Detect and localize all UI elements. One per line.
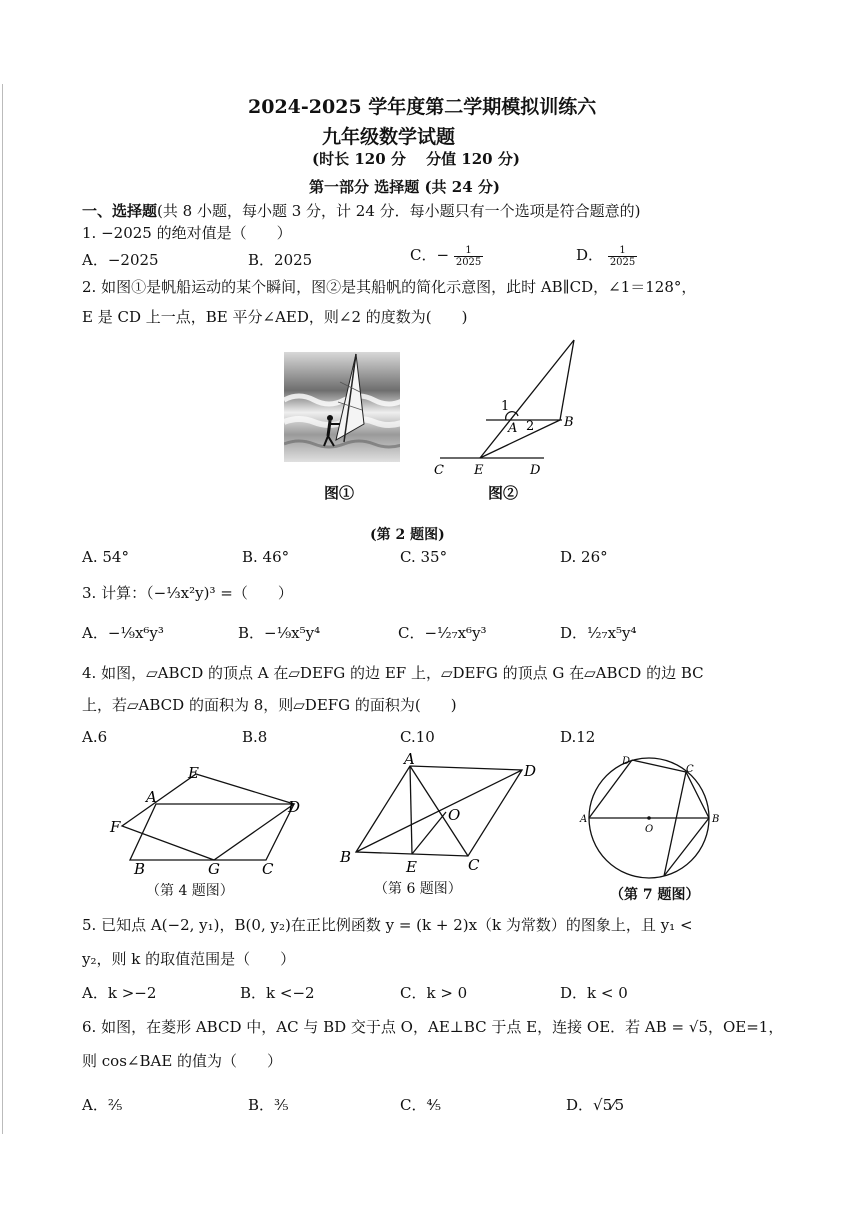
page-edge-line	[2, 84, 3, 1134]
q4-option-a: A.6	[82, 728, 108, 746]
q6-option-d: D．√5⁄5	[566, 1096, 625, 1114]
section-title: 一、选择题	[82, 202, 158, 220]
q6-rhombus-figure	[336, 752, 542, 876]
fig4-caption: （第 4 题图）	[146, 883, 234, 899]
q6-option-a: A．⅖	[82, 1096, 123, 1114]
q2-stem-line2: E 是 CD 上一点，BE 平分∠AED，则∠2 的度数为( )	[82, 308, 468, 326]
q3-option-c: C．−¹⁄₂₇x⁶y³	[398, 624, 487, 642]
q4-stem-line1: 4. 如图，▱ABCD 的顶点 A 在▱DEFG 的边 EF 上，▱DEFG 的顶点 G 在▱ABCD 的边 BC	[82, 664, 704, 682]
fig7-center-dot	[647, 816, 651, 820]
q5-option-b: B．k <−2	[240, 984, 315, 1002]
q6-option-c: C．⅘	[400, 1096, 442, 1114]
q2-option-d: D. 26°	[560, 548, 608, 566]
fig2-label-b: B	[564, 415, 574, 430]
fig4-label-c: C	[262, 860, 274, 878]
fig7-caption: （第 7 题图）	[610, 887, 700, 903]
q7-circle-figure	[578, 752, 728, 884]
fig2-label-d: D	[530, 463, 541, 478]
section-instructions: (共 8 小题，每小题 3 分，计 24 分．每小题只有一个选项是符合题意的)	[157, 202, 641, 220]
q1-option-d-fraction: $\frac{1}{2025}$	[609, 244, 636, 268]
q3-option-a: A．−⅑x⁶y³	[82, 624, 164, 642]
fig7-label-d: D	[622, 756, 631, 767]
fig7-label-c: C	[686, 764, 694, 775]
q5-option-c: C．k > 0	[400, 984, 468, 1002]
q6-option-b: B．⅗	[248, 1096, 289, 1114]
fig2-label-a: A	[508, 421, 518, 436]
fig4-label-e: E	[188, 764, 199, 782]
exam-subtitle: 九年级数学试题	[322, 126, 456, 148]
q1-stem: 1. −2025 的绝对值是（ ）	[82, 224, 292, 242]
q5-option-a: A．k >−2	[82, 984, 157, 1002]
fig2-label-1: 1	[501, 399, 510, 414]
section-heading	[82, 200, 641, 221]
fig2-label-c: C	[434, 463, 444, 478]
exam-meta: (时长 120 分 分值 120 分)	[312, 150, 520, 168]
fig1-caption: 图①	[324, 484, 355, 502]
q3-stem: 3. 计算：（−⅓x²y)³ =（ ）	[82, 584, 293, 602]
q4-stem-line2: 上，若▱ABCD 的面积为 8，则▱DEFG 的面积为( )	[82, 696, 457, 714]
q6-stem-line1: 6. 如图，在菱形 ABCD 中，AC 与 BD 交于点 O，AE⊥BC 于点 E，连接 OE．若 AB = √5，OE=1，	[82, 1018, 784, 1036]
fig4-label-a: A	[146, 788, 157, 806]
fig6-label-a: A	[404, 752, 415, 768]
q1-option-c	[410, 244, 483, 268]
fig7-label-b: B	[712, 814, 720, 825]
fig4-label-b: B	[134, 860, 146, 878]
fig6-label-d: D	[524, 762, 537, 780]
q1-option-a: A．−2025	[82, 251, 159, 269]
fig6-label-o: O	[448, 806, 461, 824]
q1-option-b: B．2025	[248, 251, 313, 269]
fig7-label-a: A	[580, 814, 588, 825]
q2-option-b: B. 46°	[242, 548, 290, 566]
fig4-label-f: F	[110, 818, 121, 836]
q2-stem-line1: 2. 如图①是帆船运动的某个瞬间，图②是其船帆的简化示意图，此时 AB∥CD，∠1＝128°，	[82, 278, 697, 296]
q5-stem-line1: 5. 已知点 A(−2, y₁)，B(0, y₂)在正比例函数 y = (k + 2)x（k 为常数）的图象上，且 y₁ <	[82, 916, 693, 934]
fig4-label-g: G	[208, 860, 220, 878]
fig4-label-d: D	[288, 798, 301, 816]
q1-option-d	[576, 244, 637, 268]
q4-option-b: B.8	[242, 728, 268, 746]
q1-option-c-fraction: $\frac{1}{2025}$	[455, 244, 482, 268]
q1-option-d-label: D．	[576, 246, 604, 264]
fig6-label-e: E	[406, 858, 417, 876]
q6-stem-line2: 则 cos∠BAE 的值为（ ）	[82, 1052, 283, 1070]
q4-parallelogram-figure	[108, 756, 318, 880]
q1-option-c-label: C．−	[410, 246, 450, 264]
exam-title: 2024-2025 学年度第二学期模拟训练六	[248, 96, 597, 118]
q2-option-c: C. 35°	[400, 548, 448, 566]
fig2-caption: 图②	[488, 484, 519, 502]
part-heading: 第一部分 选择题 (共 24 分)	[309, 178, 500, 196]
sailboat-photo	[284, 352, 400, 462]
q3-option-b: B．−⅑x⁵y⁴	[238, 624, 321, 642]
q2-figure-caption: (第 2 题图)	[370, 527, 445, 543]
q4-option-d: D.12	[560, 728, 596, 746]
sail-diagram	[428, 334, 588, 480]
fig2-label-e: E	[474, 463, 484, 478]
q4-option-c: C.10	[400, 728, 435, 746]
fig7-label-o: O	[645, 824, 654, 835]
fig6-caption: （第 6 题图）	[374, 881, 462, 897]
q2-option-a: A. 54°	[82, 548, 129, 566]
q5-option-d: D．k < 0	[560, 984, 628, 1002]
q5-stem-line2: y₂，则 k 的取值范围是（ ）	[82, 950, 296, 968]
fig6-label-b: B	[340, 848, 352, 866]
fig2-label-2: 2	[526, 419, 535, 434]
fig6-label-c: C	[468, 856, 480, 874]
q3-option-d: D．¹⁄₂₇x⁵y⁴	[560, 624, 637, 642]
